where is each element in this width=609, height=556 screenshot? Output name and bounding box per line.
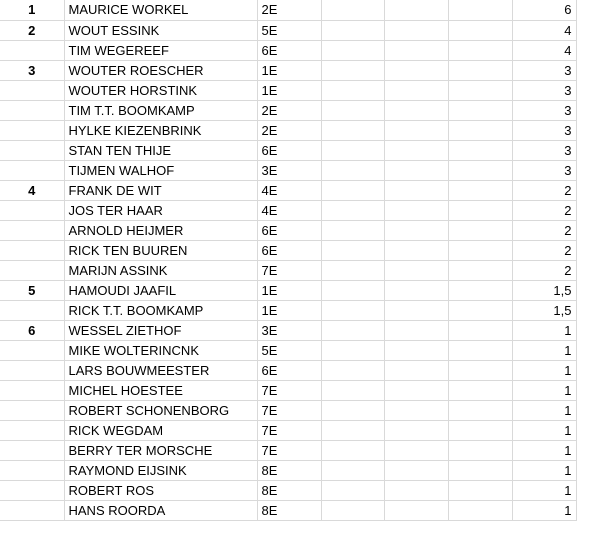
table-row xyxy=(0,120,576,140)
points-cell[interactable]: 3 xyxy=(512,100,576,120)
class-cell[interactable]: 6E xyxy=(257,220,321,240)
name-cell[interactable]: TIM WEGEREEF xyxy=(64,40,257,60)
empty-cell[interactable] xyxy=(384,240,448,260)
class-cell[interactable]: 2E xyxy=(257,120,321,140)
empty-cell[interactable] xyxy=(384,420,448,440)
table-row xyxy=(0,300,576,320)
points-cell[interactable]: 6 xyxy=(512,0,576,20)
rank-cell[interactable]: 5 xyxy=(0,280,64,300)
class-cell[interactable]: 7E xyxy=(257,420,321,440)
empty-cell[interactable] xyxy=(321,80,384,100)
points-cell[interactable]: 1 xyxy=(512,460,576,480)
table-row xyxy=(0,260,576,280)
name-cell[interactable]: RICK T.T. BOOMKAMP xyxy=(64,300,257,320)
rank-cell[interactable] xyxy=(0,300,64,320)
empty-cell[interactable] xyxy=(448,360,512,380)
name-cell[interactable]: WESSEL ZIETHOF xyxy=(64,320,257,340)
empty-cell[interactable] xyxy=(384,200,448,220)
table-row xyxy=(0,180,576,200)
points-cell[interactable]: 2 xyxy=(512,240,576,260)
points-cell[interactable]: 3 xyxy=(512,80,576,100)
rank-cell[interactable]: 4 xyxy=(0,180,64,200)
class-cell[interactable]: 8E xyxy=(257,480,321,500)
table-row xyxy=(0,220,576,240)
points-cell[interactable]: 3 xyxy=(512,140,576,160)
name-cell[interactable]: RICK WEGDAM xyxy=(64,420,257,440)
empty-cell[interactable] xyxy=(448,440,512,460)
name-cell[interactable]: MICHEL HOESTEE xyxy=(64,380,257,400)
name-cell[interactable]: RICK TEN BUUREN xyxy=(64,240,257,260)
empty-cell[interactable] xyxy=(448,20,512,40)
rank-cell[interactable] xyxy=(0,160,64,180)
class-cell[interactable]: 1E xyxy=(257,60,321,80)
empty-cell[interactable] xyxy=(384,60,448,80)
empty-cell[interactable] xyxy=(384,140,448,160)
table-row xyxy=(0,280,576,300)
name-cell[interactable]: STAN TEN THIJE xyxy=(64,140,257,160)
table-row xyxy=(0,360,576,380)
empty-cell[interactable] xyxy=(448,160,512,180)
rank-cell[interactable] xyxy=(0,200,64,220)
table-row xyxy=(0,40,576,60)
table-row xyxy=(0,340,576,360)
empty-cell[interactable] xyxy=(448,0,512,20)
rank-cell[interactable] xyxy=(0,480,64,500)
empty-cell[interactable] xyxy=(384,20,448,40)
class-cell[interactable]: 6E xyxy=(257,240,321,260)
empty-cell[interactable] xyxy=(448,280,512,300)
table-row xyxy=(0,100,576,120)
points-cell[interactable]: 3 xyxy=(512,60,576,80)
table-row xyxy=(0,420,576,440)
class-cell[interactable]: 3E xyxy=(257,160,321,180)
rank-cell[interactable] xyxy=(0,220,64,240)
empty-cell[interactable] xyxy=(384,160,448,180)
empty-cell[interactable] xyxy=(448,260,512,280)
name-cell[interactable]: ROBERT ROS xyxy=(64,480,257,500)
empty-cell[interactable] xyxy=(384,180,448,200)
empty-cell[interactable] xyxy=(448,220,512,240)
name-cell[interactable]: WOUTER ROESCHER xyxy=(64,60,257,80)
empty-cell[interactable] xyxy=(448,420,512,440)
empty-cell[interactable] xyxy=(448,200,512,220)
rank-cell[interactable] xyxy=(0,260,64,280)
empty-cell[interactable] xyxy=(448,460,512,480)
empty-cell[interactable] xyxy=(321,400,384,420)
points-cell[interactable]: 1 xyxy=(512,440,576,460)
empty-cell[interactable] xyxy=(321,500,384,520)
rank-cell[interactable]: 3 xyxy=(0,60,64,80)
rank-cell[interactable]: 2 xyxy=(0,20,64,40)
points-cell[interactable]: 3 xyxy=(512,120,576,140)
rank-cell[interactable] xyxy=(0,100,64,120)
empty-cell[interactable] xyxy=(448,180,512,200)
empty-cell[interactable] xyxy=(448,320,512,340)
empty-cell[interactable] xyxy=(384,500,448,520)
points-cell[interactable]: 1 xyxy=(512,340,576,360)
rank-cell[interactable] xyxy=(0,240,64,260)
empty-cell[interactable] xyxy=(321,480,384,500)
name-cell[interactable]: ARNOLD HEIJMER xyxy=(64,220,257,240)
rank-cell[interactable] xyxy=(0,440,64,460)
rank-cell[interactable]: 6 xyxy=(0,320,64,340)
empty-cell[interactable] xyxy=(321,0,384,20)
name-cell[interactable]: HYLKE KIEZENBRINK xyxy=(64,120,257,140)
table-row xyxy=(0,500,576,520)
points-cell[interactable]: 1,5 xyxy=(512,280,576,300)
class-cell[interactable]: 6E xyxy=(257,140,321,160)
class-cell[interactable]: 3E xyxy=(257,320,321,340)
empty-cell[interactable] xyxy=(448,500,512,520)
class-cell[interactable]: 4E xyxy=(257,200,321,220)
class-cell[interactable]: 5E xyxy=(257,20,321,40)
empty-cell[interactable] xyxy=(321,60,384,80)
class-cell[interactable]: 6E xyxy=(257,360,321,380)
table-row xyxy=(0,380,576,400)
empty-cell[interactable] xyxy=(384,400,448,420)
rank-cell[interactable] xyxy=(0,40,64,60)
name-cell[interactable]: MARIJN ASSINK xyxy=(64,260,257,280)
rank-cell[interactable] xyxy=(0,360,64,380)
points-cell[interactable]: 1 xyxy=(512,420,576,440)
empty-cell[interactable] xyxy=(448,480,512,500)
table-row xyxy=(0,480,576,500)
name-cell[interactable]: TIJMEN WALHOF xyxy=(64,160,257,180)
empty-cell[interactable] xyxy=(384,380,448,400)
table-row xyxy=(0,60,576,80)
name-cell[interactable]: MIKE WOLTERINCNK xyxy=(64,340,257,360)
points-cell[interactable]: 4 xyxy=(512,20,576,40)
empty-cell[interactable] xyxy=(321,320,384,340)
points-cell[interactable]: 1 xyxy=(512,400,576,420)
points-cell[interactable]: 3 xyxy=(512,160,576,180)
name-cell[interactable]: HAMOUDI JAAFIL xyxy=(64,280,257,300)
points-cell[interactable]: 2 xyxy=(512,220,576,240)
class-cell[interactable]: 8E xyxy=(257,460,321,480)
empty-cell[interactable] xyxy=(384,300,448,320)
empty-cell[interactable] xyxy=(321,440,384,460)
points-cell[interactable]: 2 xyxy=(512,180,576,200)
empty-cell[interactable] xyxy=(448,80,512,100)
empty-cell[interactable] xyxy=(384,120,448,140)
name-cell[interactable]: ROBERT SCHONENBORG xyxy=(64,400,257,420)
empty-cell[interactable] xyxy=(384,360,448,380)
points-cell[interactable]: 1 xyxy=(512,480,576,500)
class-cell[interactable]: 7E xyxy=(257,260,321,280)
empty-cell[interactable] xyxy=(384,340,448,360)
class-cell[interactable]: 5E xyxy=(257,340,321,360)
empty-cell[interactable] xyxy=(384,0,448,20)
empty-cell[interactable] xyxy=(321,140,384,160)
empty-cell[interactable] xyxy=(321,200,384,220)
rank-cell[interactable] xyxy=(0,380,64,400)
empty-cell[interactable] xyxy=(321,40,384,60)
empty-cell[interactable] xyxy=(448,340,512,360)
name-cell[interactable]: TIM T.T. BOOMKAMP xyxy=(64,100,257,120)
rank-cell[interactable] xyxy=(0,140,64,160)
rank-cell[interactable] xyxy=(0,500,64,520)
empty-cell[interactable] xyxy=(448,300,512,320)
name-cell[interactable]: MAURICE WORKEL xyxy=(64,0,257,20)
class-cell[interactable]: 2E xyxy=(257,0,321,20)
empty-cell[interactable] xyxy=(384,100,448,120)
points-cell[interactable]: 1 xyxy=(512,380,576,400)
empty-cell[interactable] xyxy=(448,240,512,260)
empty-cell[interactable] xyxy=(321,460,384,480)
empty-cell[interactable] xyxy=(321,20,384,40)
empty-cell[interactable] xyxy=(321,280,384,300)
table-row xyxy=(0,160,576,180)
table-row xyxy=(0,440,576,460)
empty-cell[interactable] xyxy=(321,100,384,120)
class-cell[interactable]: 1E xyxy=(257,80,321,100)
class-cell[interactable]: 7E xyxy=(257,380,321,400)
empty-cell[interactable] xyxy=(384,80,448,100)
class-cell[interactable]: 8E xyxy=(257,500,321,520)
class-cell[interactable]: 4E xyxy=(257,180,321,200)
empty-cell[interactable] xyxy=(448,120,512,140)
rank-cell[interactable] xyxy=(0,340,64,360)
empty-cell[interactable] xyxy=(384,280,448,300)
rank-cell[interactable] xyxy=(0,420,64,440)
empty-cell[interactable] xyxy=(321,340,384,360)
empty-cell[interactable] xyxy=(448,40,512,60)
name-cell[interactable]: BERRY TER MORSCHE xyxy=(64,440,257,460)
class-cell[interactable]: 1E xyxy=(257,280,321,300)
empty-cell[interactable] xyxy=(384,320,448,340)
empty-cell[interactable] xyxy=(384,40,448,60)
class-cell[interactable]: 1E xyxy=(257,300,321,320)
name-cell[interactable]: LARS BOUWMEESTER xyxy=(64,360,257,380)
rank-cell[interactable] xyxy=(0,460,64,480)
table-row xyxy=(0,240,576,260)
empty-cell[interactable] xyxy=(448,380,512,400)
table-row xyxy=(0,140,576,160)
points-cell[interactable]: 1,5 xyxy=(512,300,576,320)
empty-cell[interactable] xyxy=(321,360,384,380)
empty-cell[interactable] xyxy=(321,180,384,200)
name-cell[interactable]: WOUT ESSINK xyxy=(64,20,257,40)
name-cell[interactable]: WOUTER HORSTINK xyxy=(64,80,257,100)
empty-cell[interactable] xyxy=(384,220,448,240)
empty-cell[interactable] xyxy=(384,260,448,280)
name-cell[interactable]: HANS ROORDA xyxy=(64,500,257,520)
empty-cell[interactable] xyxy=(448,100,512,120)
empty-cell[interactable] xyxy=(448,400,512,420)
table-row xyxy=(0,80,576,100)
rank-cell[interactable] xyxy=(0,120,64,140)
empty-cell[interactable] xyxy=(321,420,384,440)
table-row xyxy=(0,200,576,220)
name-cell[interactable]: RAYMOND EIJSINK xyxy=(64,460,257,480)
empty-cell[interactable] xyxy=(321,300,384,320)
rank-cell[interactable] xyxy=(0,80,64,100)
table-row xyxy=(0,400,576,420)
table-row xyxy=(0,460,576,480)
table-row xyxy=(0,320,576,340)
empty-cell[interactable] xyxy=(321,220,384,240)
empty-cell[interactable] xyxy=(321,260,384,280)
empty-cell[interactable] xyxy=(321,160,384,180)
table-row xyxy=(0,20,576,40)
name-cell[interactable]: JOS TER HAAR xyxy=(64,200,257,220)
points-cell[interactable]: 1 xyxy=(512,320,576,340)
rank-cell[interactable]: 1 xyxy=(0,0,64,20)
table-row xyxy=(0,0,576,20)
rank-cell[interactable] xyxy=(0,400,64,420)
empty-cell[interactable] xyxy=(448,140,512,160)
empty-cell[interactable] xyxy=(321,120,384,140)
points-cell[interactable]: 1 xyxy=(512,360,576,380)
empty-cell[interactable] xyxy=(384,460,448,480)
points-cell[interactable]: 1 xyxy=(512,500,576,520)
empty-cell[interactable] xyxy=(384,440,448,460)
class-cell[interactable]: 6E xyxy=(257,40,321,60)
empty-cell[interactable] xyxy=(321,240,384,260)
empty-cell[interactable] xyxy=(384,480,448,500)
class-cell[interactable]: 2E xyxy=(257,100,321,120)
empty-cell[interactable] xyxy=(448,60,512,80)
class-cell[interactable]: 7E xyxy=(257,440,321,460)
class-cell[interactable]: 7E xyxy=(257,400,321,420)
points-cell[interactable]: 2 xyxy=(512,260,576,280)
empty-cell[interactable] xyxy=(321,380,384,400)
points-cell[interactable]: 2 xyxy=(512,200,576,220)
name-cell[interactable]: FRANK DE WIT xyxy=(64,180,257,200)
points-cell[interactable]: 4 xyxy=(512,40,576,60)
